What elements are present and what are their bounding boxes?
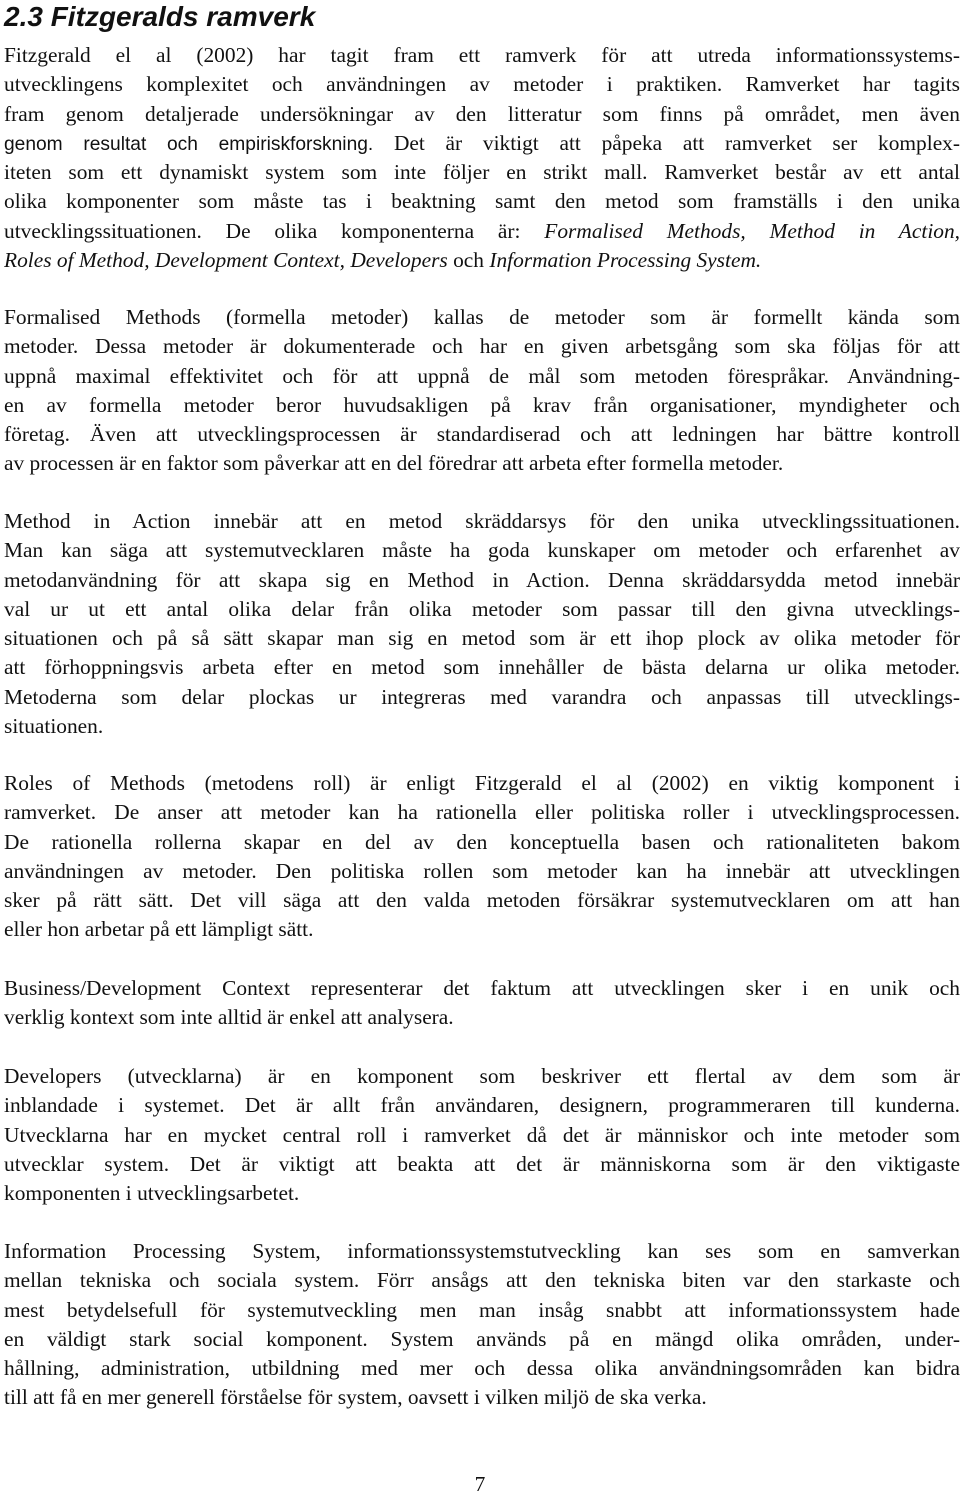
text-segment: De rationella rollerna skapar en del av den konceptuella basen och rationaliteten bakom <box>4 829 960 854</box>
italic-term: Information Processing System. <box>489 248 762 273</box>
text-segment: situationen och på så sätt skapar man sig en metod som är ett ihop plock av olika metoder för <box>4 626 960 651</box>
paragraph-framework-intro <box>4 41 960 275</box>
text-segment: utvecklingens komplexitet och användningen av metoder i praktiken. Ramverket har tagits <box>4 72 960 97</box>
text-segment: Method in Action innebär att en metod skräddarsys för den unika utvecklingssituationen. <box>4 509 960 533</box>
text-segment: Formalised Methods (formella metoder) kallas de metoder som är formellt kända som <box>4 305 960 329</box>
text-line <box>4 653 960 682</box>
text-line <box>4 712 960 741</box>
text-line <box>4 129 960 158</box>
text-line <box>4 1266 960 1295</box>
text-segment: hållning, administration, utbildning med mer och dessa olika användningsområden kan bidra <box>4 1356 960 1381</box>
text-line <box>4 595 960 624</box>
text-segment: komponenten i utvecklingsarbetet. <box>4 1181 300 1206</box>
text-line <box>4 217 960 246</box>
text-line <box>4 449 960 478</box>
text-line <box>4 536 960 565</box>
page-number: 7 <box>474 1472 486 1496</box>
text-line <box>4 566 960 595</box>
text-line <box>4 1150 960 1179</box>
paragraph-information-processing-system <box>4 1237 960 1413</box>
text-segment: Ramverket består av ett antal <box>664 160 960 185</box>
italic-term: Roles of Method, Development Context, Developers <box>4 248 448 273</box>
text-line <box>4 1179 960 1208</box>
text-segment: Business/Development Context representerar det faktum att utvecklingen sker i en unik och <box>4 976 960 1000</box>
paragraph-development-context <box>4 974 960 1033</box>
text-segment: uppnå maximal effektivitet och för att uppnå de mål som metoden förespråkar. Användning- <box>4 363 960 388</box>
text-line <box>4 798 960 827</box>
text-segment: iteten som ett dynamiskt system som inte följer en strikt mall. <box>4 160 665 185</box>
text-segment: genom resultat och empiriskforskning. <box>4 133 394 155</box>
text-line <box>4 857 960 886</box>
text-segment: utvecklar system. Det är viktigt att beakta att det är människorna som är den viktigaste <box>4 1151 960 1176</box>
text-line <box>4 1121 960 1150</box>
text-line <box>4 1237 960 1266</box>
text-line <box>4 420 960 449</box>
text-segment: inblandade i systemet. Det är allt från användaren, designern, programmeraren till kunderna. <box>4 1093 960 1118</box>
text-segment: Developers (utvecklarna) är en komponent som beskriver ett flertal av dem som är <box>4 1064 960 1088</box>
text-line <box>4 362 960 391</box>
text-line <box>4 187 960 216</box>
paragraph-developers <box>4 1062 960 1208</box>
text-segment: olika komponenter som måste tas i beaktning samt den metod som framställs i den unika <box>4 189 960 214</box>
text-line <box>4 41 960 70</box>
text-segment: ramverket. De anser att metoder kan ha rationella eller politiska roller i utvecklingsprocessen. <box>4 800 960 825</box>
paragraph-formalised-methods <box>4 303 960 479</box>
text-segment: situationen. <box>4 714 104 739</box>
text-line <box>4 100 960 129</box>
text-segment: eller hon arbetar på ett lämpligt sätt. <box>4 917 314 942</box>
text-line <box>4 915 960 944</box>
text-segment: företag. Även att utvecklingsprocessen är standardiserad och att ledningen har bättre kontroll <box>4 422 960 447</box>
paragraph-roles-of-methods <box>4 769 960 945</box>
text-line <box>4 158 960 187</box>
text-segment: utvecklingssituationen. <box>4 218 226 243</box>
text-segment: sker på rätt sätt. Det vill säga att den valda metoden försäkrar systemutvecklaren om att han <box>4 888 960 913</box>
text-segment: mellan tekniska och sociala system. Förr ansågs att den tekniska biten var den starkaste och <box>4 1268 960 1293</box>
text-segment: Roles of Methods (metodens roll) är enligt Fitzgerald el al (2002) en viktig komponent i <box>4 771 960 795</box>
text-line <box>4 828 960 857</box>
text-line <box>4 683 960 712</box>
italic-term: Formalised Methods, Method in Action, <box>544 218 960 243</box>
text-line <box>4 70 960 99</box>
text-line <box>4 769 960 798</box>
text-segment: fram genom detaljerade undersökningar av den litteratur som finns på området, men även <box>4 101 960 126</box>
text-line <box>4 246 960 275</box>
text-line <box>4 1383 960 1412</box>
text-segment: användningen av metoder. Den politiska rollen som metoder kan ha innebär att utvecklingen <box>4 858 960 883</box>
text-line <box>4 1091 960 1120</box>
text-segment: De olika komponenterna är: <box>225 218 545 243</box>
text-line <box>4 1003 960 1032</box>
text-line <box>4 624 960 653</box>
text-line <box>4 507 960 536</box>
text-line <box>4 886 960 915</box>
text-segment: Man kan säga att systemutvecklaren måste ha goda kunskaper om metoder och erfarenhet av <box>4 538 960 563</box>
paragraph-method-in-action <box>4 507 960 741</box>
text-segment: en av formella metoder beror huvudsakligen på krav från organisationer, myndigheter och <box>4 392 960 417</box>
text-segment: en väldigt stark social komponent. System används på en mängd olika områden, under- <box>4 1326 960 1351</box>
text-segment: val ur ut ett antal olika delar från olika metoder som passar till den givna utvecklings- <box>4 596 960 621</box>
text-line <box>4 1296 960 1325</box>
text-segment: att förhoppningsvis arbeta efter en metod som innehåller de bästa delarna ur olika metoder. <box>4 655 960 680</box>
text-segment: metodanvändning för att skapa sig en Method in Action. Denna skräddarsydda metod innebär <box>4 567 960 592</box>
text-segment: verklig kontext som inte alltid är enkel att analysera. <box>4 1005 454 1030</box>
text-segment: metoder. Dessa metoder är dokumenterade och har en given arbetsgång som ska följas för att <box>4 334 960 359</box>
text-line <box>4 974 960 1003</box>
text-segment: Fitzgerald el al (2002) har tagit fram ett ramverk för att utreda informationssystems- <box>4 43 960 67</box>
text-line <box>4 391 960 420</box>
text-line <box>4 1062 960 1091</box>
text-line <box>4 332 960 361</box>
section-heading: 2.3 Fitzgeralds ramverk <box>4 1 316 32</box>
text-segment: Metoderna som delar plockas ur integreras med varandra och anpassas till utvecklings- <box>4 684 960 709</box>
text-segment: mest betydelsefull för systemutveckling men man insåg snabbt att informationssystem hade <box>4 1297 960 1322</box>
text-segment: till att få en mer generell förståelse för system, oavsett i vilken miljö de ska verka. <box>4 1385 707 1410</box>
text-line <box>4 1354 960 1383</box>
text-segment: Det är viktigt att påpeka att ramverket ser komplex- <box>393 130 960 155</box>
text-line <box>4 1325 960 1354</box>
text-segment: Information Processing System, informationssystemstutveckling kan ses som en samverkan <box>4 1239 960 1263</box>
text-segment: av processen är en faktor som påverkar att en del föredrar att arbeta efter formella metoder. <box>4 451 784 476</box>
text-segment: Utvecklarna har en mycket central roll i ramverket då det är människor och inte metoder som <box>4 1122 960 1147</box>
text-segment: och <box>447 248 490 273</box>
text-line <box>4 303 960 332</box>
